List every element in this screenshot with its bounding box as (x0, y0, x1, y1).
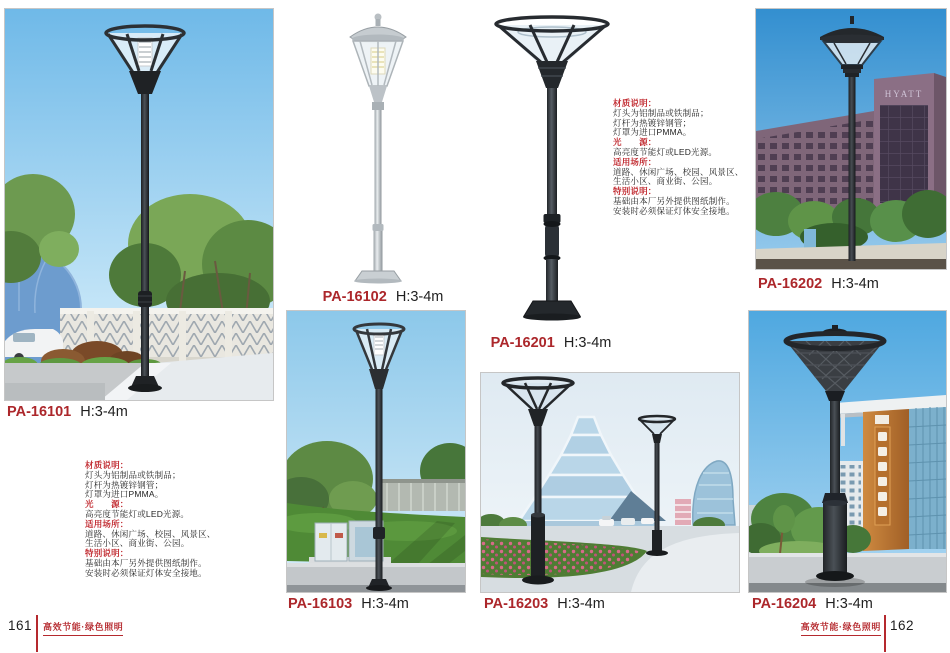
footer-divider-right (884, 615, 886, 652)
spec-heading: 光 源： (85, 499, 129, 510)
spec-line: 生活小区、商业街、公园。 (85, 538, 190, 549)
product-label-pa-16203 (484, 596, 605, 612)
small-sign (804, 229, 816, 249)
lamp-16201 (496, 17, 608, 321)
product-model: PA-16202 (758, 276, 823, 292)
product-height: H:3-4m (563, 335, 612, 351)
spec-line: 灯头为铝制品或铁制品； (613, 107, 709, 118)
product-model: PA-16204 (752, 596, 817, 612)
footer-divider-left (36, 615, 38, 652)
product-model: PA-16201 (490, 335, 555, 351)
product-model: PA-16101 (7, 404, 72, 420)
page-number-right: 162 (890, 618, 915, 633)
spec-line: 道路、休闲广场、校园、风景区、 (85, 528, 216, 539)
photo-scene-16202 (756, 9, 946, 269)
photo-scene-16204 (749, 311, 946, 592)
spec-block-bottom (85, 461, 241, 579)
product-label-pa-16101 (7, 404, 128, 420)
spec-line: 灯杆为热镀锌钢管； (85, 479, 164, 490)
lamp-16102-drawing (326, 10, 430, 284)
spec-heading: 材质说明： (613, 98, 657, 108)
product-label-pa-16103 (288, 596, 409, 612)
spec-heading: 适用场所： (613, 156, 657, 167)
spec-line: 高亮度节能灯或LED光源。 (613, 146, 718, 157)
product-photo-pa-16202 (755, 8, 947, 270)
product-height: H:3-4m (557, 596, 605, 612)
photo-scene-16103 (287, 311, 465, 592)
spec-heading: 特别说明： (613, 186, 657, 197)
spec-heading: 特别说明： (85, 548, 129, 559)
product-photo-pa-16101 (4, 8, 274, 401)
product-height: H:3-4m (395, 289, 444, 305)
product-photo-pa-16103 (286, 310, 466, 593)
spec-line: 生活小区、商业街、公园。 (613, 176, 718, 187)
spec-line: 基础由本厂另外提供图纸制作。 (85, 557, 207, 568)
lamp-16201-drawing (492, 8, 612, 330)
product-label-pa-16202 (758, 276, 879, 292)
product-height: H:3-4m (831, 276, 879, 292)
page-number-left: 161 (8, 618, 33, 633)
spec-heading: 适用场所： (85, 518, 129, 529)
product-shot-pa-16102 (326, 10, 430, 284)
spec-line: 高亮度节能灯或LED光源。 (85, 508, 190, 519)
product-label-pa-16102 (318, 289, 448, 305)
spec-line: 安装时必须保证灯体安全接地。 (85, 567, 207, 578)
product-label-pa-16201 (486, 335, 616, 351)
low-building (379, 479, 465, 511)
hyatt-sign: HYATT (884, 89, 924, 99)
product-height: H:3-4m (825, 596, 873, 612)
product-model: PA-16102 (322, 289, 387, 305)
product-height: H:3-4m (80, 404, 128, 420)
spec-line: 灯罩为进口PMMA。 (613, 127, 692, 138)
product-height: H:3-4m (361, 596, 409, 612)
spec-line: 道路、休闲广场、校园、风景区、 (613, 166, 744, 177)
photo-scene-16101 (5, 9, 273, 400)
product-photo-pa-16204 (748, 310, 947, 593)
lamp-16102 (350, 14, 406, 284)
spec-line: 灯杆为热镀锌钢管； (613, 117, 692, 128)
footer-slogan-left: 高效节能·绿色照明 (43, 620, 123, 636)
product-photo-pa-16203 (480, 372, 740, 593)
spec-line: 灯罩为进口PMMA。 (85, 489, 164, 500)
product-model: PA-16203 (484, 596, 549, 612)
product-model: PA-16103 (288, 596, 353, 612)
spec-heading: 光 源： (613, 137, 657, 148)
spec-block-top (613, 99, 769, 217)
spec-line: 基础由本厂另外提供图纸制作。 (613, 195, 735, 206)
spec-line: 灯头为铝制品或铁制品； (85, 469, 181, 480)
spec-heading: 材质说明： (85, 460, 129, 470)
product-shot-pa-16201 (492, 8, 612, 330)
spec-line: 安装时必须保证灯体安全接地。 (613, 205, 735, 216)
photo-scene-16203 (481, 373, 739, 592)
product-label-pa-16204 (752, 596, 873, 612)
footer-slogan-right: 高效节能·绿色照明 (801, 620, 881, 636)
